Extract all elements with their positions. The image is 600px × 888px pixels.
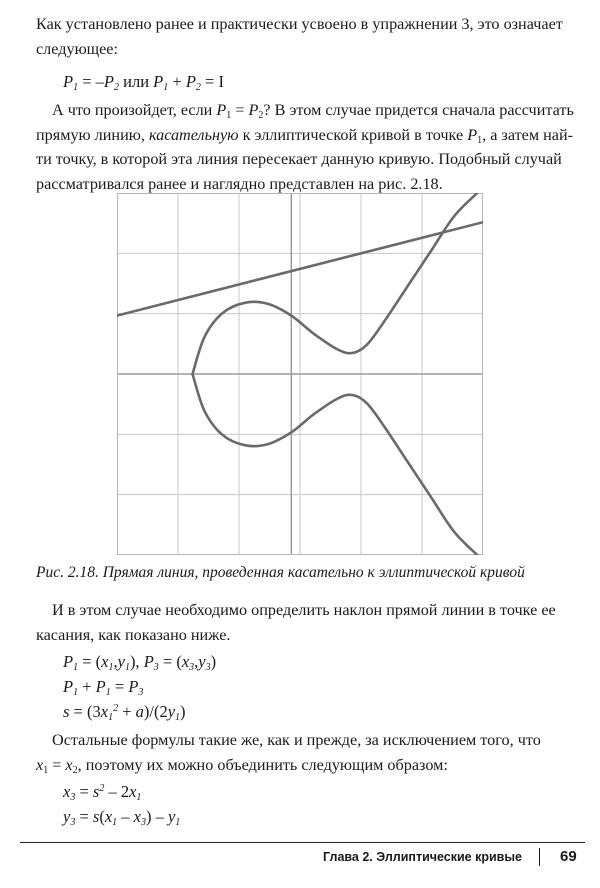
series-curve-bottom — [193, 374, 478, 555]
paragraph-intro: Как установлено ранее и практически усвоено в упражнении 3, это означает следующее: — [36, 15, 563, 58]
formula-x3: $x_3 = s^2 - 2x_1$ — [63, 782, 142, 803]
elliptic-curve-figure — [117, 193, 483, 555]
paragraph-slope: И в этом случае необходимо определить наклон прямой линии в точке ее касания, как показано ниже. — [36, 601, 556, 644]
series-curve-top — [193, 193, 478, 374]
paragraph-tangent-case: А что произойдет, если $P_1 = P_2$? В этом случае придется сначала рассчитать прямую линию, касательную к эллиптической кривой в точке $P_1$, а затем най- ти точку, в которой эта линия пересекает данную кривую. Подобный случай рассматривался ранее и наглядно представлен на рис. 2.18. — [36, 101, 574, 193]
formula-points: $P_1 = (x_1,y_1)$, $P_3 = (x_3,y_3)$ — [63, 652, 217, 673]
formula-y3: $y_3 = s(x_1 - x_3) - y_1$ — [63, 807, 181, 828]
figure-grid — [117, 193, 483, 555]
footer-chapter-title: Глава 2. Эллиптические кривые — [323, 850, 522, 864]
formula-p1-equals-minus-p2: $P_1 = -P_2$ или $P_1 + P_2 = I$ — [63, 72, 224, 93]
formula-p1-plus-p1: $P_1 + P_1 = P_3$ — [63, 677, 144, 698]
formula-slope: $s = (3x_1^2 + a)/(2y_1)$ — [63, 702, 186, 723]
paragraph-remaining-formulas: Остальные формулы такие же, как и прежде, за исключением того, что $x_1 = x_2$, поэтому их можно объединить следующим образом: — [36, 731, 541, 776]
figure-caption: Рис. 2.18. Прямая линия, проведенная касательно к эллиптической кривой — [36, 564, 525, 581]
footer-divider — [20, 842, 585, 843]
footer-separator — [539, 848, 540, 866]
page-number: 69 — [560, 848, 577, 865]
